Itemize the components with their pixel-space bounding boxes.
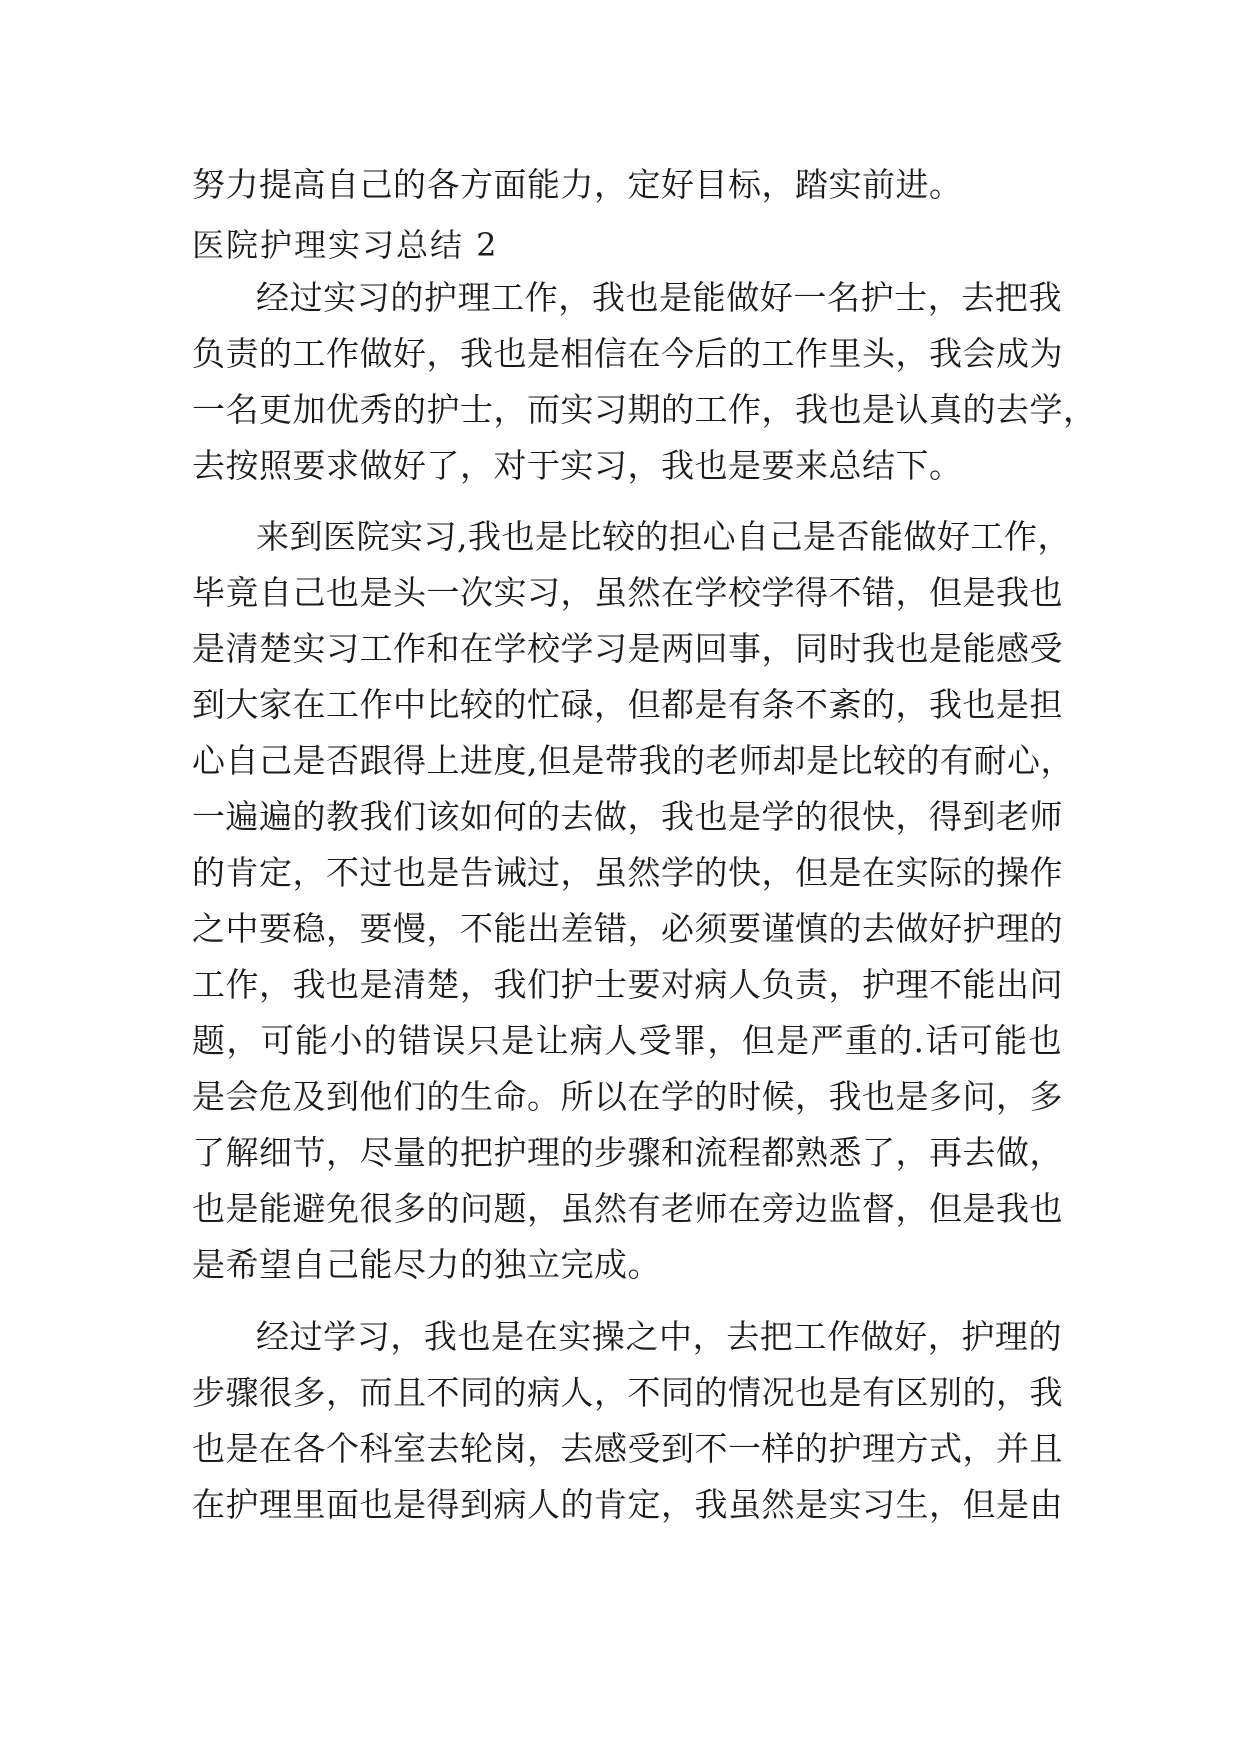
text-line: 了解细节，尽量的把护理的步骤和流程都熟悉了，再去做， [192, 1133, 1063, 1172]
paragraph-first-line: 来到医院实习,我也是比较的担心自己是否能做好工作， [256, 517, 1071, 556]
paragraph-first-line: 经过实习的护理工作，我也是能做好一名护士，去把我 [256, 278, 1062, 317]
text-line: 负责的工作做好，我也是相信在今后的工作里头，我会成为 [192, 334, 1063, 373]
text-line: 是清楚实习工作和在学校学习是两回事，同时我也是能感受 [192, 629, 1063, 668]
text-line: 心自己是否跟得上进度,但是带我的老师却是比较的有耐心， [192, 741, 1074, 780]
text-line: 到大家在工作中比较的忙碌，但都是有条不紊的，我也是担 [192, 685, 1063, 724]
text-line: 毕竟自己也是头一次实习，虽然在学校学得不错，但是我也 [192, 573, 1063, 612]
text-line: 去按照要求做好了，对于实习，我也是要来总结下。 [192, 446, 963, 485]
text-line: 题，可能小的错误只是让病人受罪，但是严重的.话可能也 [192, 1021, 1062, 1060]
paragraph-first-line: 经过学习，我也是在实操之中，去把工作做好，护理的 [256, 1317, 1062, 1356]
text-line: 也是能避免很多的问题，虽然有老师在旁边监督，但是我也 [192, 1189, 1063, 1228]
text-line: 是会危及到他们的生命。所以在学的时候，我也是多问，多 [192, 1077, 1063, 1116]
text-line: 在护理里面也是得到病人的肯定，我虽然是实习生，但是由 [192, 1485, 1063, 1524]
text-line: 努力提高自己的各方面能力，定好目标，踏实前进。 [192, 165, 963, 204]
text-line: 步骤很多，而且不同的病人，不同的情况也是有区别的，我 [192, 1373, 1063, 1412]
text-line: 是希望自己能尽力的独立完成。 [192, 1245, 661, 1284]
text-line: 一名更加优秀的护士，而实习期的工作，我也是认真的去学， [192, 390, 1097, 429]
text-line: 工作，我也是清楚，我们护士要对病人负责，护理不能出问 [192, 965, 1063, 1004]
text-line: 一遍遍的教我们该如何的去做，我也是学的很快，得到老师 [192, 797, 1063, 836]
text-line: 也是在各个科室去轮岗，去感受到不一样的护理方式，并且 [192, 1429, 1063, 1468]
text-line: 之中要稳，要慢，不能出差错，必须要谨慎的去做好护理的 [192, 909, 1063, 948]
text-line: 的肯定，不过也是告诫过，虽然学的快，但是在实际的操作 [192, 853, 1063, 892]
section-heading: 医院护理实习总结 2 [192, 226, 499, 264]
